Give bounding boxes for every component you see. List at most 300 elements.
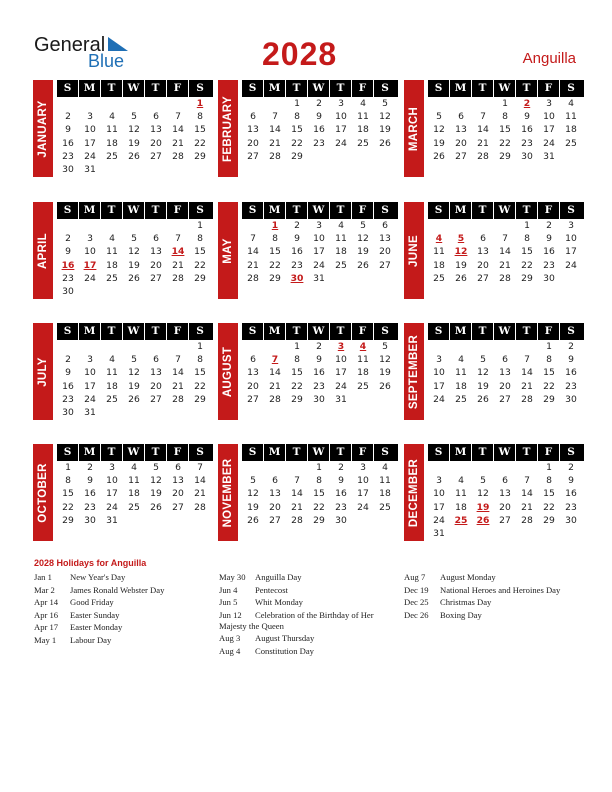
day-cell: 10 [84,367,96,379]
day-cell: 19 [128,380,140,392]
weekday-header [242,202,398,219]
weekday-label: M [450,80,472,97]
day-cell: 15 [194,124,206,136]
week-row [57,110,213,123]
week-row [242,110,398,123]
day-cell: 3 [87,233,93,245]
day-cell: 12 [379,354,391,366]
month-grid [242,444,398,527]
day-cell: 19 [357,246,369,258]
day-cell: 19 [455,259,467,271]
day-cell: 17 [335,124,347,136]
holiday-date: Apr 14 [34,597,59,607]
day-cell: 22 [194,137,206,149]
day-cell: 25 [106,272,118,284]
day-cell: 16 [565,488,577,500]
weekday-label: W [123,202,145,219]
day-cell: 12 [433,124,445,136]
holiday-item [404,572,584,583]
month-label-bar [218,202,238,299]
calendar-year: 2028 [262,36,338,72]
week-row [242,393,398,406]
day-cell: 11 [106,367,118,379]
weekday-label: S [57,80,79,97]
day-cell: 27 [150,393,162,405]
day-cell: 28 [172,393,184,405]
day-cell: 22 [313,501,325,513]
day-cell: 4 [109,354,115,366]
week-row [242,474,398,487]
day-cell [352,272,374,285]
day-cell: 25 [455,393,467,405]
weekday-label: T [516,80,538,97]
weekday-label: T [472,444,494,461]
day-cell: 9 [338,475,344,487]
day-cell: 24 [565,259,577,271]
day-cell: 1 [524,220,530,231]
day-cell: 26 [128,272,140,284]
day-cell: 28 [172,272,184,284]
day-cell: 15 [499,124,511,136]
day-cell: 27 [499,514,511,526]
day-cell: 8 [524,233,530,245]
day-cell [428,340,450,353]
day-cell [145,514,167,527]
day-cell [123,285,145,298]
holiday-item [34,597,204,608]
day-cell: 20 [499,380,511,392]
day-cell: 28 [291,514,303,526]
day-cell: 1 [294,98,300,109]
day-cell: 18 [455,380,467,392]
brand-logo [34,34,144,74]
day-cell: 6 [153,354,159,366]
day-cell: 12 [454,246,468,258]
day-cell [472,219,494,232]
week-row [428,527,584,540]
weekday-label: S [242,444,264,461]
weekday-label: T [286,202,308,219]
weekday-label: F [352,444,374,461]
day-cell: 18 [106,259,118,271]
month-december [404,444,584,544]
weekday-header [242,323,398,340]
day-cell: 17 [543,124,555,136]
day-cell: 6 [382,220,388,231]
day-cell: 18 [128,488,140,500]
day-cell: 13 [499,488,511,500]
day-cell: 20 [269,501,281,513]
day-cell: 7 [250,233,256,245]
week-row [57,461,213,474]
week-row [428,137,584,150]
month-name: JUNE [408,234,420,267]
day-cell: 30 [62,285,74,297]
weekday-label: F [538,444,560,461]
weekday-label: T [145,323,167,340]
weekday-label: W [123,323,145,340]
weekday-label: T [145,444,167,461]
holiday-item [219,646,389,657]
day-cell: 25 [357,137,369,149]
holiday-item [404,585,584,596]
month-name: DECEMBER [408,458,420,527]
day-cell: 7 [272,111,278,123]
day-cell: 21 [172,137,184,149]
weekday-label: W [308,202,330,219]
day-cell [145,340,167,353]
day-cell: 21 [172,259,184,271]
day-cell: 22 [194,380,206,392]
day-cell: 25 [106,150,118,162]
weekday-label: S [381,82,389,94]
day-cell [145,97,167,110]
day-cell: 29 [313,514,325,526]
holiday-date: May 30 [219,572,246,582]
holiday-name: Constitution Day [255,645,314,656]
weekday-label: S [242,202,264,219]
day-cell: 5 [131,233,137,245]
day-cell: 13 [247,124,259,136]
holiday-item [34,635,204,646]
day-cell: 14 [194,475,206,487]
day-cell: 16 [61,259,75,271]
month-august [218,323,398,423]
weekday-label: T [472,80,494,97]
day-cell: 30 [313,393,325,405]
day-cell: 9 [294,233,300,245]
day-cell: 26 [433,150,445,162]
week-row [242,97,398,110]
holiday-name: August Monday [440,572,496,582]
day-cell: 21 [269,137,281,149]
day-cell: 1 [197,220,203,231]
day-cell: 10 [106,475,118,487]
weekday-header [428,444,584,461]
day-cell [167,406,189,419]
week-row [242,380,398,393]
day-cell: 28 [269,150,281,162]
day-cell: 13 [379,233,391,245]
day-cell: 27 [269,514,281,526]
weekday-label: S [428,444,450,461]
day-cell [57,340,79,353]
day-cell: 16 [291,246,303,258]
day-cell: 13 [269,488,281,500]
day-cell: 15 [194,367,206,379]
weekday-label: W [123,80,145,97]
day-cell: 31 [84,406,96,418]
day-cell: 29 [194,150,206,162]
day-cell: 10 [84,124,96,136]
day-cell [450,97,472,110]
weekday-label: S [196,446,204,458]
day-cell: 3 [109,462,115,473]
day-cell [560,527,582,540]
day-cell: 26 [379,380,391,392]
day-cell: 29 [291,393,303,405]
day-cell: 21 [269,380,281,392]
weekday-label: S [381,446,389,458]
month-name: SEPTEMBER [408,334,420,409]
weekday-label: M [79,444,101,461]
day-cell: 14 [521,488,533,500]
weekday-label: M [450,444,472,461]
holiday-date: Aug 3 [219,633,241,643]
day-cell: 30 [84,514,96,526]
day-cell: 21 [291,501,303,513]
day-cell: 11 [565,111,577,123]
day-cell: 24 [84,272,96,284]
holiday-date: Dec 26 [404,609,429,620]
week-row [242,137,398,150]
weekday-label: F [167,323,189,340]
day-cell [242,97,264,110]
week-row [242,123,398,136]
day-cell: 5 [250,475,256,487]
day-cell [189,163,211,176]
holiday-name: Anguilla Day [255,572,302,582]
weekday-header [57,202,213,219]
week-row [242,487,398,500]
day-cell: 13 [455,124,467,136]
day-cell [145,406,167,419]
day-cell: 17 [433,380,445,392]
week-row [57,123,213,136]
day-cell [145,285,167,298]
weekday-label: T [286,323,308,340]
day-cell: 8 [294,111,300,123]
day-cell [374,272,396,285]
day-cell [374,514,396,527]
month-name: JULY [37,356,49,387]
day-cell: 20 [172,488,184,500]
day-cell: 9 [65,124,71,136]
day-cell: 14 [521,367,533,379]
day-cell: 17 [83,259,97,271]
weekday-header [428,202,584,219]
day-cell [428,219,450,232]
day-cell [352,150,374,163]
day-cell: 26 [150,501,162,513]
day-cell: 6 [175,462,181,473]
weekday-label: W [494,444,516,461]
weekday-header [428,323,584,340]
day-cell: 19 [379,367,391,379]
week-row [57,406,213,419]
day-cell: 14 [172,367,184,379]
weekday-label: S [196,82,204,94]
weekday-label: S [567,446,575,458]
day-cell [264,97,286,110]
week-row [428,123,584,136]
day-cell: 2 [316,341,322,352]
day-cell: 27 [499,393,511,405]
day-cell: 10 [543,111,555,123]
day-cell: 21 [499,259,511,271]
day-cell: 24 [433,393,445,405]
day-cell: 23 [84,501,96,513]
day-cell: 19 [247,501,259,513]
day-cell: 18 [357,367,369,379]
day-cell [101,340,123,353]
holiday-date: Mar 2 [34,584,55,595]
holiday-name: Celebration of the Birthday of Her Majesty the Queen [219,609,374,631]
day-cell: 9 [524,111,530,123]
holiday-date: Aug 7 [404,572,426,582]
day-cell: 24 [335,137,347,149]
day-cell [79,340,101,353]
holiday-date: May 1 [34,634,57,645]
day-cell [428,461,450,474]
week-row [242,232,398,245]
week-row [57,353,213,366]
day-cell: 22 [521,259,533,271]
day-cell: 20 [477,259,489,271]
weekday-label: S [428,80,450,97]
day-cell: 2 [568,341,574,352]
weekday-label: T [330,80,352,97]
day-cell: 31 [313,272,325,284]
day-cell [330,150,352,163]
day-cell: 23 [543,259,555,271]
month-april [33,202,213,302]
day-cell: 22 [291,137,303,149]
month-january [33,80,213,180]
day-cell: 3 [568,220,574,231]
day-cell: 15 [543,488,555,500]
day-cell: 27 [455,150,467,162]
day-cell: 16 [543,246,555,258]
day-cell: 2 [294,220,300,231]
day-cell: 13 [150,124,162,136]
day-cell [308,150,330,163]
day-cell: 28 [521,514,533,526]
day-cell: 9 [65,246,71,258]
day-cell: 18 [106,137,118,149]
day-cell: 19 [128,137,140,149]
day-cell: 7 [294,475,300,487]
day-cell: 18 [455,501,467,513]
weekday-label: W [308,80,330,97]
holiday-column [404,572,584,622]
day-cell: 14 [269,124,281,136]
day-cell: 19 [128,259,140,271]
holiday-name: Good Friday [70,597,114,607]
day-cell [352,514,374,527]
day-cell [242,461,264,474]
day-cell: 22 [291,380,303,392]
month-grid [428,80,584,163]
month-name: MAY [222,237,234,264]
day-cell: 2 [338,462,344,473]
week-row [428,353,584,366]
week-row [242,366,398,379]
holiday-item [34,585,204,596]
day-cell [123,163,145,176]
day-cell: 25 [335,259,347,271]
day-cell: 10 [335,111,347,123]
day-cell: 17 [84,137,96,149]
day-cell: 15 [291,367,303,379]
day-cell: 31 [84,163,96,175]
day-cell: 16 [335,488,347,500]
day-cell: 4 [568,98,574,109]
day-cell: 20 [150,380,162,392]
month-label-bar [404,323,424,420]
day-cell: 25 [379,501,391,513]
day-cell: 6 [250,354,256,366]
day-cell [494,340,516,353]
day-cell: 11 [106,246,118,258]
day-cell: 19 [433,137,445,149]
day-cell: 31 [543,150,555,162]
day-cell: 5 [131,354,137,366]
day-cell: 2 [87,462,93,473]
day-cell: 27 [172,501,184,513]
day-cell: 10 [433,488,445,500]
day-cell: 23 [565,380,577,392]
day-cell: 11 [335,233,347,245]
holiday-name: Labour Day [70,634,112,645]
weekday-label: T [330,444,352,461]
day-cell: 5 [480,354,486,366]
month-november [218,444,398,544]
day-cell: 24 [84,150,96,162]
day-cell: 12 [247,488,259,500]
month-september [404,323,584,423]
weekday-label: S [567,325,575,337]
day-cell: 14 [291,488,303,500]
day-cell: 12 [477,367,489,379]
month-february [218,80,398,180]
weekday-label: T [330,323,352,340]
day-cell [242,219,264,232]
day-cell [472,340,494,353]
weekday-label: T [101,444,123,461]
day-cell: 15 [62,488,74,500]
day-cell: 3 [337,341,345,352]
weekday-label: S [242,80,264,97]
day-cell: 25 [128,501,140,513]
day-cell: 28 [247,272,259,284]
month-may [218,202,398,302]
day-cell: 3 [360,462,366,473]
day-cell: 15 [521,246,533,258]
month-name: NOVEMBER [222,458,234,527]
week-row [57,259,213,272]
day-cell: 2 [65,354,71,366]
week-row [428,340,584,353]
day-cell: 4 [435,233,443,245]
month-label-bar [33,444,53,541]
holiday-item [34,572,204,583]
weekday-label: T [286,80,308,97]
weekday-label: T [472,323,494,340]
day-cell: 23 [313,380,325,392]
day-cell: 7 [175,233,181,245]
day-cell [123,406,145,419]
day-cell: 28 [499,272,511,284]
day-cell: 8 [502,111,508,123]
day-cell: 9 [87,475,93,487]
day-cell: 20 [247,137,259,149]
day-cell: 22 [269,259,281,271]
weekday-label: F [167,444,189,461]
day-cell: 1 [196,98,204,109]
day-cell: 18 [433,259,445,271]
day-cell: 25 [357,380,369,392]
